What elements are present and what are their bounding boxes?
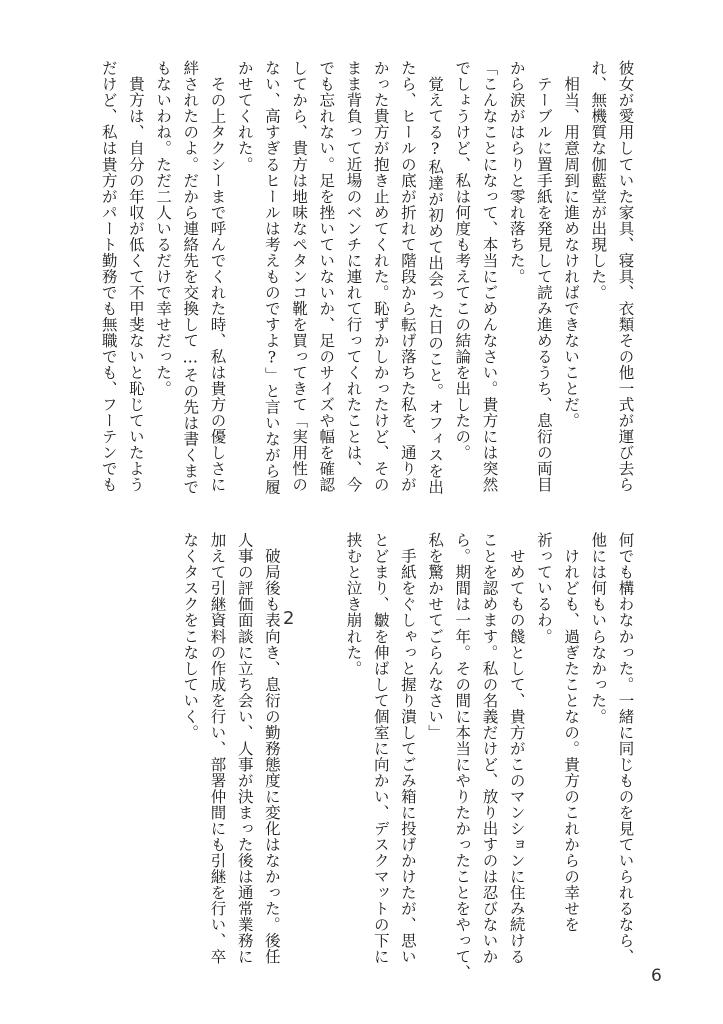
text-line: 加えて引継資料の作成を行い、部署仲間にも引継を行い、卒 bbox=[208, 532, 227, 965]
text-line: 「こんなことになって、本当にごめんなさい。貴方には突然 bbox=[480, 60, 499, 493]
text-line: ら。期間は一年。その間に本当にやりたかったことをやって、 bbox=[453, 532, 472, 981]
text-line: 彼女が愛用していた家具、寝具、衣類その他一式が運び去ら bbox=[616, 60, 635, 493]
text-line: ことを認めます。私の名義だけど、放り出すのは忍びないか bbox=[480, 532, 499, 965]
text-line: れ、無機質な伽藍堂が出現した。 bbox=[589, 60, 608, 301]
page-number: 6 bbox=[651, 966, 662, 986]
text-line: 手紙をぐしゃっと握り潰してごみ箱に投げかけたが、思い bbox=[398, 532, 417, 965]
text-line: 挟むと泣き崩れた。 bbox=[344, 532, 363, 677]
text-line: から涙がはらりと零れ落ちた。 bbox=[507, 60, 526, 285]
text-line: せめてもの餞として、貴方がこのマンションに住み続ける bbox=[507, 532, 526, 965]
text-line: 何でも構わなかった。一緒に同じものを見ていられるなら、 bbox=[616, 532, 635, 965]
text-line: テーブルに置手紙を発見して読み進めるうち、息衍の両目 bbox=[534, 60, 553, 493]
text-line: なくタスクをこなしていく。 bbox=[181, 532, 200, 741]
text-line: 人事の評価面談に立ち会い、人事が決まった後は通常業務に bbox=[235, 532, 254, 965]
text-line: 他には何もいらなかった。 bbox=[589, 532, 608, 725]
text-line: たら、ヒールの底が折れて階段から転げ落ちた私を、通りが bbox=[398, 60, 417, 493]
text-line: してから、貴方は地味なペタンコ靴を買ってきて「実用性の bbox=[290, 60, 309, 493]
text-line: かった貴方が抱き止めてくれた。恥ずかしかったけど、その bbox=[371, 60, 390, 493]
text-line: 祈っているわ。 bbox=[534, 532, 553, 645]
text-line: とどまり、皺を伸ばして個室に向かい、デスクマットの下に bbox=[371, 532, 390, 965]
text-line: 貴方は、自分の年収が低くて不甲斐ないと恥じていたよう bbox=[126, 60, 145, 493]
text-line: 私を驚かせてごらんなさい」 bbox=[426, 532, 445, 741]
text-line: 相当、用意周到に進めなければできないことだ。 bbox=[562, 60, 581, 429]
text-line: だけど、私は貴方がパート勤務でも無職でも、フーテンでも bbox=[99, 60, 118, 493]
text-line: その上タクシーまで呼んでくれた時、私は貴方の優しさに bbox=[208, 60, 227, 493]
text-line: けれども、過ぎたことなの。貴方のこれからの幸せを bbox=[562, 532, 581, 933]
text-line: 覚えてる?私達が初めて出会った日のこと。オフィスを出 bbox=[426, 60, 445, 496]
section-number: 2 bbox=[283, 608, 295, 629]
text-line: でも忘れない。足を挫いていないか、足のサイズや幅を確認 bbox=[317, 60, 336, 493]
text-line: もないわね。ただ二人いるだけで幸せだった。 bbox=[154, 60, 173, 397]
text-line: まま背負って近場のベンチに連れて行ってくれたことは、今 bbox=[344, 60, 363, 493]
text-line: でしょうけど、私は何度も考えてこの結論を出したの。 bbox=[453, 60, 472, 461]
text-line: ない、高すぎるヒールは考えものですよ?」と言いながら履 bbox=[262, 60, 281, 496]
text-line: かせてくれた。 bbox=[235, 60, 254, 173]
text-line: 破局後も表向き、息衍の勤務態度に変化はなかった。後任 bbox=[262, 532, 281, 965]
text-line: 絆されたのよ。だから連絡先を交換して…その先は書くまで bbox=[181, 60, 200, 496]
